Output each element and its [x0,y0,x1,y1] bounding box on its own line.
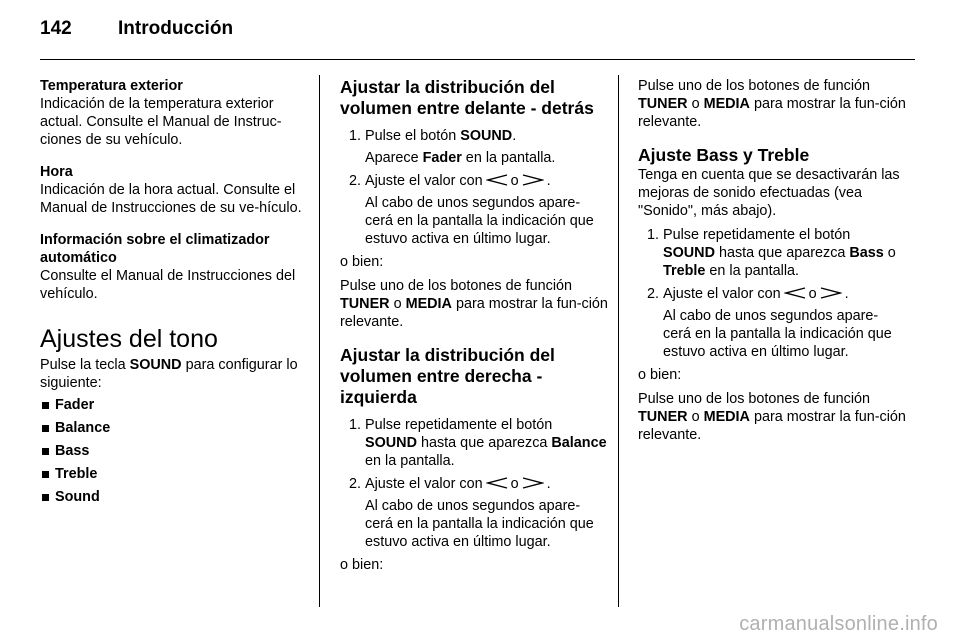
tono-list [40,396,308,506]
column-1 [40,77,308,511]
arrow-left-icon [486,477,508,489]
step-1: 1. Pulse el botón SOUND. Aparece Fader en la pantalla. [349,128,556,166]
alt-text: Pulse uno de los botones de función TUNER o MEDIA para mostrar la fun-ción relevante. [638,391,906,443]
or-text: o bien: [340,254,384,270]
header-rule [40,59,915,60]
step-1: 1. Pulse repetidamente el botón SOUND hasta que aparezca Balance en la pantalla. [349,417,607,469]
step-1: 1. Pulse repetidamente el botón SOUND hasta que aparezca Bass o Treble en la pantalla. [647,227,896,279]
column-divider-2 [618,75,619,607]
section-heading-bass-treble: Ajuste Bass y Treble [638,145,810,165]
temp-text: Indicación de la temperatura exterior actual. Consulte el Manual de Instruc-ciones de su vehículo. [40,96,282,148]
list-item: Fader [40,396,308,414]
step-2: 2. Ajuste el valor con o . Al cabo de unos segundos apare-cerá en la pantalla la indicación que estuvo activa en último lugar. [349,476,594,550]
list-item: Balance [40,419,308,437]
step-2: 2. Ajuste el valor con o . Al cabo de unos segundos apare-cerá en la pantalla la indicación que estuvo activa en último lugar. [349,173,594,247]
bullet-square-icon [42,402,49,409]
hora-text: Indicación de la hora actual. Consulte el Manual de Instrucciones de su ve-hículo. [40,182,302,216]
section-heading-right-left: Ajustar la distribución del volumen entre derecha - izquierda [340,345,555,407]
arrow-left-icon [486,174,508,186]
tono-intro: Pulse la tecla SOUND para configurar lo siguiente: [40,357,298,391]
section-heading-front-rear: Ajustar la distribución del volumen entre delante - detrás [340,77,594,118]
step-2: 2. Ajuste el valor con o . Al cabo de unos segundos apare-cerá en la pantalla la indicación que estuvo activa en último lugar. [647,286,892,360]
page-number: 142 [40,18,72,39]
clima-title: Información sobre el climatizador automático [40,232,270,266]
column-2 [340,77,608,574]
arrow-right-icon [820,287,842,299]
arrow-right-icon [522,477,544,489]
or-text: o bien: [638,367,682,383]
bullet-square-icon [42,448,49,455]
list-item: Bass [40,442,308,460]
watermark: carmanualsonline.info [739,613,938,635]
list-item: Treble [40,465,308,483]
page-title: Introducción [118,18,234,39]
column-3 [638,77,906,444]
arrow-right-icon [522,174,544,186]
bullet-square-icon [42,471,49,478]
alt-text: Pulse uno de los botones de función TUNER o MEDIA para mostrar la fun-ción relevante. [340,278,608,330]
tono-heading: Ajustes del tono [40,325,218,353]
alt-text: Pulse uno de los botones de función TUNER o MEDIA para mostrar la fun-ción relevante. [638,78,906,130]
column-divider-1 [319,75,320,607]
temp-title: Temperatura exterior [40,78,183,94]
bullet-square-icon [42,494,49,501]
or-text: o bien: [340,557,384,573]
bass-intro: Tenga en cuenta que se desactivarán las mejoras de sonido efectuadas (vea "Sonido", más abajo). [638,167,900,219]
list-item: Sound [40,488,308,506]
arrow-left-icon [784,287,806,299]
bullet-square-icon [42,425,49,432]
clima-text: Consulte el Manual de Instrucciones del vehículo. [40,268,296,302]
hora-title: Hora [40,164,73,180]
